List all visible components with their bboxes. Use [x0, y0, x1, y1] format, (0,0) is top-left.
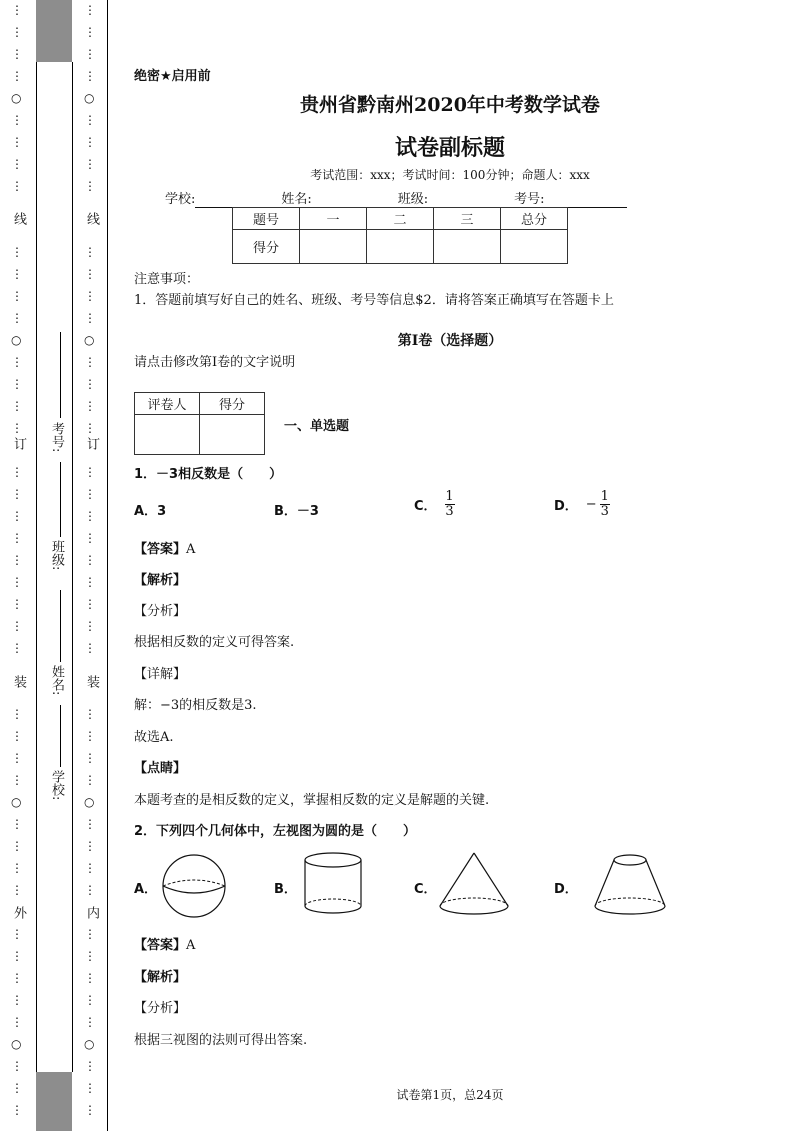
binding-circle-mark: ○: [84, 91, 95, 105]
score-header-3: 三: [434, 208, 501, 230]
binding-dot-mark: ⋮: [11, 927, 23, 941]
frustum-left-side: [595, 860, 614, 906]
binding-dot-mark: ⋮: [84, 993, 96, 1007]
q2-sphere-figure[interactable]: [160, 852, 230, 922]
binding-dot-mark: ⋮: [84, 531, 96, 545]
binding-dot-mark: ⋮: [11, 861, 23, 875]
page-footer: 试卷第1页，总24页: [396, 1088, 504, 1102]
binding-dot-mark: ⋮: [11, 971, 23, 985]
score-header-total: 总分: [501, 208, 568, 230]
sphere-equator-front: [163, 886, 225, 893]
q1-option-c-label: C．: [414, 499, 437, 515]
q2-option-a-label[interactable]: A．: [134, 882, 158, 897]
binding-dot-mark: ⋮: [84, 773, 96, 787]
binding-dot-mark: ⋮: [84, 47, 96, 61]
binding-dot-mark: ⋮: [84, 817, 96, 831]
cone-base-front: [440, 906, 508, 914]
q2-fenxi-text: 根据三视图的法则可得出答案.: [134, 1033, 308, 1048]
score-cell[interactable]: [501, 230, 568, 264]
q2-fenxi-label: 【分析】: [134, 1001, 187, 1016]
binding-dot-mark: ⋮: [84, 927, 96, 941]
binding-dot-mark: ⋮: [84, 883, 96, 897]
binding-dot-mark: ⋮: [84, 377, 96, 391]
gutter-top-shade: [36, 0, 72, 62]
grader-header-score: 得分: [200, 393, 265, 415]
binding-dot-mark: ⋮: [11, 465, 23, 479]
binding-dot-mark: ⋮: [11, 949, 23, 963]
binding-circle-mark: ○: [11, 1037, 22, 1051]
q2-answer: [134, 934, 195, 953]
binding-dot-mark: ⋮: [84, 751, 96, 765]
binding-dot-mark: ⋮: [84, 971, 96, 985]
class-blank[interactable]: [428, 192, 510, 208]
score-cell[interactable]: [367, 230, 434, 264]
q2-analysis-label: 【解析】: [134, 970, 187, 985]
q1-option-c[interactable]: [414, 490, 455, 520]
binding-dot-mark: ⋮: [11, 707, 23, 721]
binding-dot-mark: ⋮: [11, 883, 23, 897]
gutter-field-number: 考号:: [49, 422, 64, 453]
binding-dot-mark: ⋮: [11, 553, 23, 567]
q1-c-numerator: 1: [445, 489, 454, 504]
binding-dot-mark: ⋮: [11, 773, 23, 787]
q2-stem: 2．下列四个几何体中，左视图为圆的是（ ）: [134, 824, 417, 839]
binding-dot-mark: ⋮: [84, 509, 96, 523]
notice-title: 注意事项：: [134, 272, 200, 287]
name-blank[interactable]: [312, 192, 394, 208]
binding-dot-mark: ⋮: [11, 729, 23, 743]
binding-dot-mark: ⋮: [11, 619, 23, 633]
score-row-label: 得分: [233, 230, 300, 264]
q1-answer-label: 【答案】: [134, 542, 187, 557]
inner-char-nei: 内: [84, 906, 99, 919]
binding-dot-mark: ⋮: [11, 355, 23, 369]
q1-stem: 1．－3相反数是（ ）: [134, 467, 283, 482]
binding-dot-mark: ⋮: [84, 553, 96, 567]
binding-dot-mark: ⋮: [84, 355, 96, 369]
binding-circle-mark: ○: [11, 91, 22, 105]
gutter-name-blank: [60, 590, 61, 662]
score-header-tihao: 题号: [233, 208, 300, 230]
binding-dot-mark: ⋮: [11, 25, 23, 39]
q1-option-c-fraction: [445, 490, 455, 520]
sphere-equator-back: [163, 880, 225, 886]
q1-analysis-label: 【解析】: [134, 573, 187, 588]
q1-xiangjie-label: 【详解】: [134, 667, 187, 682]
name-label: 姓名:: [281, 192, 312, 207]
q1-option-a[interactable]: [134, 500, 166, 519]
binding-dot-mark: ⋮: [84, 861, 96, 875]
binding-dot-mark: ⋮: [11, 575, 23, 589]
gutter-field-school: 学校:: [49, 770, 64, 801]
notice-line-1: 1．答题前填写好自己的姓名、班级、考号等信息$2．请将答案正确填写在答题卡上: [134, 293, 614, 308]
binding-dot-mark: ⋮: [84, 113, 96, 127]
binding-dot-mark: ⋮: [11, 751, 23, 765]
q1-option-d-label: D．: [554, 499, 578, 515]
binding-dot-mark: ⋮: [11, 487, 23, 501]
binding-dot-mark: ⋮: [84, 267, 96, 281]
frustum-base-front: [595, 906, 665, 914]
cone-base-back: [440, 898, 508, 906]
score-table: [232, 207, 568, 264]
number-blank[interactable]: [545, 192, 627, 208]
frustum-top: [614, 855, 646, 865]
binding-dot-mark: ⋮: [11, 531, 23, 545]
exam-subtitle: 试卷副标题: [394, 136, 505, 161]
binding-dot-mark: ⋮: [11, 597, 23, 611]
q1-xiangjie-line-1: 解：−3的相反数是3.: [134, 698, 257, 713]
binding-dot-mark: ⋮: [84, 311, 96, 325]
binding-dot-mark: ⋮: [11, 377, 23, 391]
binding-dot-mark: ⋮: [84, 179, 96, 193]
binding-dot-mark: ⋮: [11, 641, 23, 655]
gutter-left-edge: [36, 62, 37, 1072]
binding-dot-mark: ⋮: [11, 3, 23, 17]
binding-dot-mark: ⋮: [11, 993, 23, 1007]
q1-option-b-label: B．: [274, 504, 297, 519]
binding-dot-mark: ⋮: [11, 245, 23, 259]
binding-dot-mark: ⋮: [84, 25, 96, 39]
q1-d-numerator: 1: [600, 489, 609, 504]
inner-char-xian: 线: [84, 212, 99, 225]
binding-dot-mark: ⋮: [84, 1059, 96, 1073]
binding-dot-mark: ⋮: [11, 1015, 23, 1029]
binding-dot-mark: ⋮: [84, 597, 96, 611]
number-label: 考号:: [514, 192, 545, 207]
gutter-school-blank: [60, 705, 61, 767]
binding-dot-mark: ⋮: [11, 509, 23, 523]
binding-dot-mark: ⋮: [11, 157, 23, 171]
q1-c-denominator: 3: [445, 504, 454, 520]
q1-xiangjie-line-2: 故选A.: [134, 730, 174, 745]
binding-circle-mark: ○: [84, 1037, 95, 1051]
q1-option-a-text: 3: [157, 504, 167, 519]
cylinder-top: [305, 853, 361, 867]
gutter-field-name: 姓名:: [49, 665, 64, 696]
q1-option-b[interactable]: [274, 500, 319, 519]
q1-answer: [134, 538, 195, 557]
binding-dot-mark: ⋮: [84, 1081, 96, 1095]
q1-dianjing-label: 【点睛】: [134, 761, 187, 776]
q1-dianjing-text: 本题考查的是相反数的定义，掌握相反数的定义是解题的关键.: [134, 793, 490, 808]
q1-option-d-fraction: [600, 490, 610, 520]
binding-dot-mark: ⋮: [11, 113, 23, 127]
part-title: 一、单选题: [284, 419, 350, 434]
binding-dot-mark: ⋮: [84, 1015, 96, 1029]
q1-d-denominator: 3: [600, 504, 609, 520]
binding-dot-mark: ⋮: [84, 707, 96, 721]
binding-dot-mark: ⋮: [11, 421, 23, 435]
binding-dot-mark: ⋮: [11, 1081, 23, 1095]
q1-fenxi-label: 【分析】: [134, 604, 187, 619]
binding-dot-mark: ⋮: [84, 1103, 96, 1117]
q2-frustum-figure[interactable]: [590, 850, 670, 920]
score-header-2: 二: [367, 208, 434, 230]
q1-fenxi-text: 根据相反数的定义可得答案.: [134, 635, 295, 650]
exam-info: 考试范围：xxx；考试时间：100分钟；命题人：xxx: [310, 168, 590, 182]
grader-cell[interactable]: [200, 415, 265, 455]
inner-char-ding: 订: [84, 437, 99, 450]
q1-option-a-label: A．: [134, 504, 158, 519]
score-header-1: 一: [300, 208, 367, 230]
binding-dot-mark: ⋮: [11, 1059, 23, 1073]
q1-option-d[interactable]: [554, 490, 610, 520]
binding-dot-mark: ⋮: [84, 465, 96, 479]
q1-option-b-text: －3: [296, 504, 319, 519]
outer-char-wai: 外: [11, 906, 26, 919]
gutter-right-edge: [72, 62, 73, 1072]
secret-mark: 绝密★启用前: [134, 69, 211, 84]
binding-dot-mark: ⋮: [11, 289, 23, 303]
binding-dot-mark: ⋮: [11, 1103, 23, 1117]
binding-dot-mark: ⋮: [84, 69, 96, 83]
binding-dot-mark: ⋮: [84, 399, 96, 413]
school-blank[interactable]: [195, 192, 277, 208]
gutter-class-blank: [60, 462, 61, 537]
exam-title: 贵州省黔南州2020年中考数学试卷: [300, 94, 600, 116]
grader-cell[interactable]: [135, 415, 200, 455]
binding-dot-mark: ⋮: [84, 729, 96, 743]
outer-char-ding: 订: [11, 437, 26, 450]
binding-dot-mark: ⋮: [84, 421, 96, 435]
binding-dot-mark: ⋮: [84, 245, 96, 259]
section-title: 第I卷（选择题）: [397, 333, 503, 349]
binding-dot-mark: ⋮: [11, 839, 23, 853]
binding-dot-mark: ⋮: [84, 487, 96, 501]
q2-option-c-label[interactable]: C．: [414, 882, 437, 897]
binding-dot-mark: ⋮: [84, 619, 96, 633]
section-note: 请点击修改第I卷的文字说明: [134, 355, 296, 370]
binding-dot-mark: ⋮: [84, 641, 96, 655]
binding-dot-mark: ⋮: [11, 47, 23, 61]
sphere-outline: [163, 855, 225, 917]
grader-header-reviewer: 评卷人: [135, 393, 200, 415]
frustum-base-back: [595, 898, 665, 906]
q1-answer-value: A: [186, 542, 196, 557]
cylinder-bottom-back: [305, 899, 361, 906]
grader-table: [134, 392, 265, 455]
binding-dot-mark: ⋮: [11, 399, 23, 413]
binding-circle-mark: ○: [84, 795, 95, 809]
gutter-field-class: 班级:: [49, 540, 64, 571]
binding-dot-mark: ⋮: [84, 3, 96, 17]
score-cell[interactable]: [434, 230, 501, 264]
binding-circle-mark: ○: [84, 333, 95, 347]
q1-d-sign: −: [585, 497, 597, 513]
binding-circle-mark: ○: [11, 795, 22, 809]
inner-char-zhuang: 装: [84, 675, 99, 688]
binding-dot-mark: ⋮: [84, 135, 96, 149]
q2-option-b-label[interactable]: B．: [274, 882, 297, 897]
binding-dot-mark: ⋮: [84, 839, 96, 853]
binding-dot-mark: ⋮: [84, 289, 96, 303]
binding-dot-mark: ⋮: [84, 949, 96, 963]
binding-dot-mark: ⋮: [11, 817, 23, 831]
score-cell[interactable]: [300, 230, 367, 264]
binding-dot-mark: ⋮: [11, 267, 23, 281]
outer-char-zhuang: 装: [11, 675, 26, 688]
q2-option-d-label[interactable]: D．: [554, 882, 578, 897]
q2-cone-figure[interactable]: [436, 850, 512, 920]
binding-dot-mark: ⋮: [84, 157, 96, 171]
student-info-row: [165, 188, 627, 208]
q2-answer-value: A: [186, 938, 196, 953]
binding-dot-mark: ⋮: [11, 135, 23, 149]
outer-char-xian: 线: [11, 212, 26, 225]
binding-dot-mark: ⋮: [84, 575, 96, 589]
binding-dot-mark: ⋮: [11, 179, 23, 193]
binding-circle-mark: ○: [11, 333, 22, 347]
cylinder-bottom-front: [305, 906, 361, 913]
q2-cylinder-figure[interactable]: [300, 850, 366, 918]
school-label: 学校:: [165, 192, 196, 207]
class-label: 班级:: [397, 192, 429, 207]
binding-dot-mark: ⋮: [11, 311, 23, 325]
q2-answer-label: 【答案】: [134, 938, 187, 953]
binding-dot-mark: ⋮: [11, 69, 23, 83]
